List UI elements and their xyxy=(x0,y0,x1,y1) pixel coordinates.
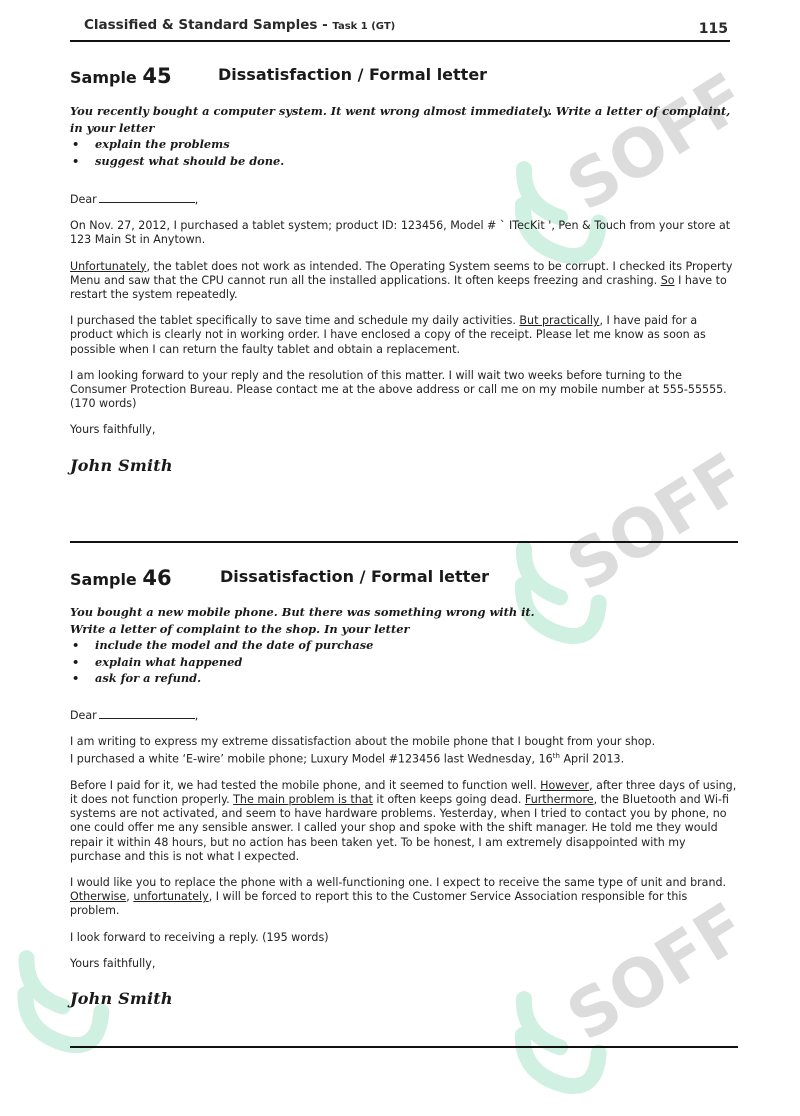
salutation: Dear , xyxy=(70,708,199,722)
prompt-intro: You bought a new mobile phone. But there was something wrong with it. xyxy=(70,605,535,619)
sample-heading xyxy=(70,562,740,588)
sample-45 xyxy=(70,60,740,475)
task-label: Task 1 (GT) xyxy=(332,21,396,32)
watermark-text: SOFF xyxy=(554,58,760,227)
paragraph: I look forward to receiving a reply. (195 words) xyxy=(70,930,329,944)
sample-label: Sample 46 xyxy=(70,566,172,590)
header-rule xyxy=(70,40,730,42)
sample-46 xyxy=(70,562,740,1008)
paragraph: Before I paid for it, we had tested the mobile phone, and it seemed to function well. However, after three days of using, it does not function properly. The main problem is that it often keeps going dead. Furthermore, the Bluetooth and Wi-fi systems are not activated, and seem to have hardware problems. Yesterday, when I tried to contact you by phone, no one could offer me any sensible answer. I called your shop and spoke with the shift manager. He told me they would repair it within 48 hours, but no action has been taken yet. To be honest, I am extremely disappointed with my purchase and this is not what I expected. xyxy=(70,778,737,863)
name-blank xyxy=(99,193,195,203)
sample-title: Dissatisfaction / Formal letter xyxy=(218,65,488,84)
watermark-text: SOFF xyxy=(554,438,760,607)
paragraph: I am writing to express my extreme dissatisfaction about the mobile phone that I bought from your shop. I purchased a white ‘E-wire’ mobile phone; Luxury Model #123456 last Wednesday, 16th April 2013. xyxy=(70,734,656,766)
closing: Yours faithfully, xyxy=(70,423,156,437)
letter-body xyxy=(70,193,740,438)
sample-number: 46 xyxy=(142,566,172,590)
prompt-intro: Write a letter of complaint to the shop. In your letter xyxy=(70,621,410,636)
running-header xyxy=(70,12,730,42)
section-divider xyxy=(70,1046,738,1048)
paragraph: Unfortunately, the tablet does not work as intended. The Operating System seems to be corrupt. I checked its Property Menu and saw that the CPU cannot run all the installed applications. It often keeps freezing and crashing. So I have to restart the system repeatedly. xyxy=(70,259,733,302)
sample-title: Dissatisfaction / Formal letter xyxy=(220,567,490,586)
prompt-bullet: • include the model and the date of purchase xyxy=(70,637,740,654)
task-prompt xyxy=(70,604,740,687)
signature: John Smith xyxy=(70,455,173,475)
signature: John Smith xyxy=(70,989,173,1009)
paragraph: I am looking forward to your reply and the resolution of this matter. I will wait two weeks before turning to the Consumer Protection Bureau. Please contact me at the above address or call me on my mobile number at 555-55555. (170 words) xyxy=(70,368,727,411)
task-prompt xyxy=(70,103,740,169)
paragraph: On Nov. 27, 2012, I purchased a tablet system; product ID: 123456, Model # ` ITecKit ', Pen & Touch from your store at 123 Main St in Anytown. xyxy=(70,219,731,247)
salutation: Dear , xyxy=(70,193,199,206)
letter-body xyxy=(70,709,740,972)
name-blank xyxy=(99,709,195,719)
closing: Yours faithfully, xyxy=(70,956,156,970)
section-divider xyxy=(70,541,738,543)
prompt-bullet: • ask for a refund. xyxy=(70,670,740,687)
prompt-bullet: • explain what happened xyxy=(70,654,740,671)
prompt-bullet: • suggest what should be done. xyxy=(70,153,740,170)
running-title: Classified & Standard Samples - Task 1 (GT) xyxy=(84,17,396,33)
sample-number: 45 xyxy=(142,64,172,88)
prompt-intro: You recently bought a computer system. It went wrong almost immediately. Write a letter of complaint, in your letter xyxy=(70,104,731,135)
prompt-bullet: • explain the problems xyxy=(70,136,740,153)
paragraph: I would like you to replace the phone with a well-functioning one. I expect to receive the same type of unit and brand. Otherwise, unfortunately, I will be forced to report this to the Customer Service Association responsible for this problem. xyxy=(70,876,727,918)
paragraph: I purchased the tablet specifically to save time and schedule my daily activities. But practically, I have paid for a product which is clearly not in working order. I have enclosed a copy of the receipt. Please let me know as soon as possible when I can return the faulty tablet and obtain a replacement. xyxy=(70,314,706,356)
sample-heading xyxy=(70,60,740,86)
watermark-text: SOFF xyxy=(554,888,760,1057)
sample-label: Sample 45 xyxy=(70,64,172,88)
page-number: 115 xyxy=(698,21,728,37)
